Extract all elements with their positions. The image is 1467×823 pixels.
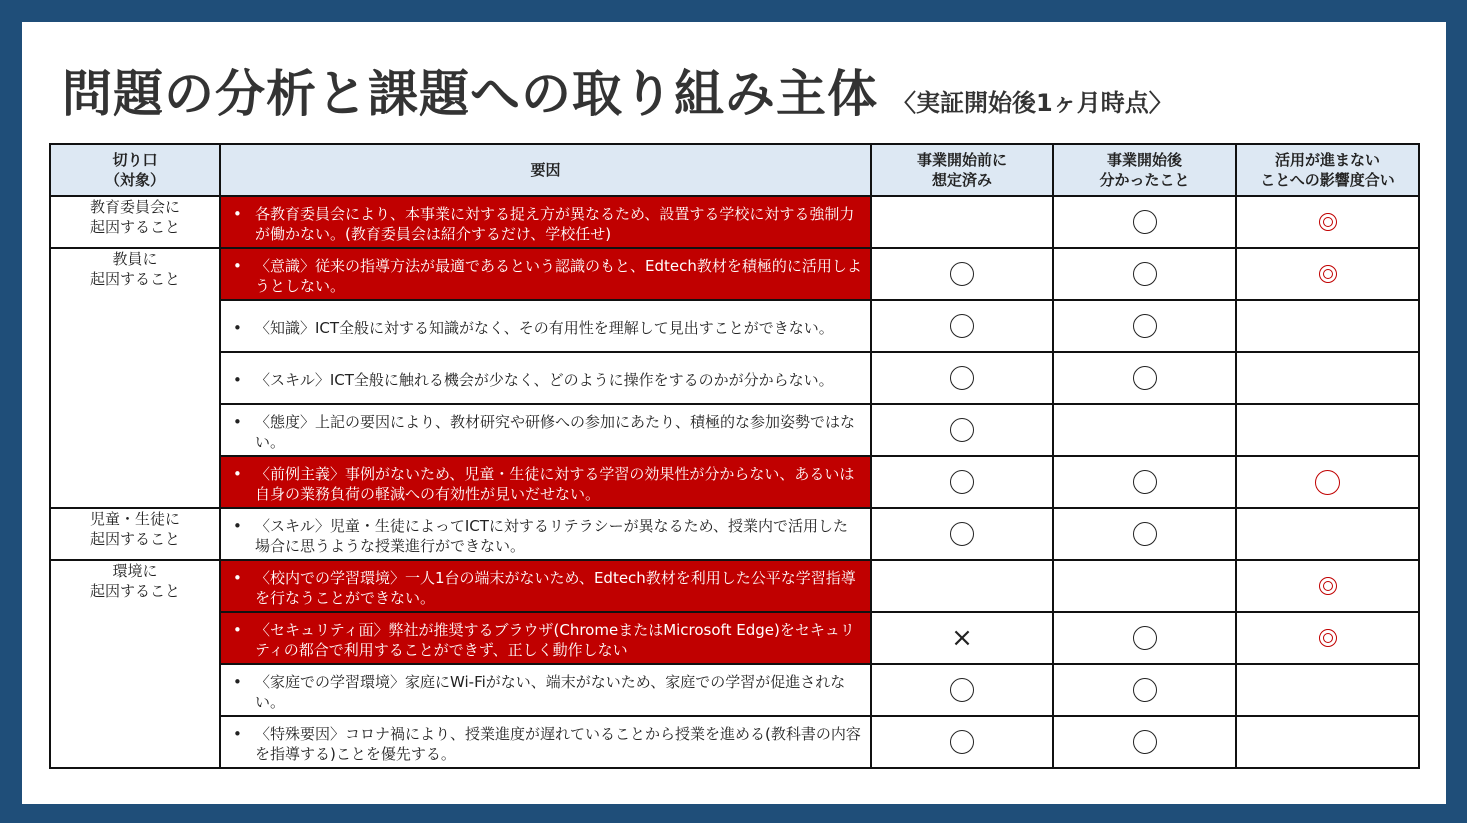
mark-cell-c3 [1236, 300, 1419, 352]
circle-mark-icon [1133, 678, 1157, 702]
mark-cell-c2 [1053, 560, 1236, 612]
mark-cell-c3 [1236, 560, 1419, 612]
slide [22, 22, 1446, 804]
subject-label: 起因すること [89, 270, 180, 288]
table-row [50, 352, 1419, 404]
factor-cell [220, 560, 871, 612]
circle-mark-icon [950, 522, 974, 546]
circle-mark-icon [1133, 470, 1157, 494]
table-row [50, 716, 1419, 768]
table-row [50, 664, 1419, 716]
bullet-icon: • [233, 516, 242, 535]
mark-cell-c3 [1236, 248, 1419, 300]
title-row [62, 54, 1173, 126]
mark-cell-c1 [871, 404, 1053, 456]
mark-cell-c1 [871, 300, 1053, 352]
mark-cell-c2 [1053, 716, 1236, 768]
factor-cell [220, 612, 871, 664]
page-subtitle: 〈実証開始後1ヶ月時点〉 [892, 89, 1173, 117]
mark-cell-c3 [1236, 508, 1419, 560]
circle-mark-icon [950, 470, 974, 494]
bullet-icon: • [233, 724, 242, 743]
factor-cell [220, 404, 871, 456]
bullet-icon: • [233, 204, 242, 223]
factor-text: 各教育委員会により、本事業に対する捉え方が異なるため、設置する学校に対する強制力が働かない。(教育委員会は紹介するだけ、学校任せ) [255, 204, 855, 243]
mark-cell-c3 [1236, 664, 1419, 716]
factor-text: 〈家庭での学習環境〉家庭にWi-Fiがない、端末がないため、家庭での学習が促進されない。 [255, 672, 846, 711]
double-circle-icon [1319, 629, 1337, 647]
table-row [50, 560, 1419, 612]
bullet-icon: • [233, 464, 242, 483]
subject-cell [50, 196, 220, 248]
table-row [50, 196, 1419, 248]
mark-cell-c2 [1053, 196, 1236, 248]
header-assumed-before: 事業開始前に 想定済み [871, 144, 1053, 196]
mark-cell-c1 [871, 248, 1053, 300]
mark-cell-c1 [871, 612, 1053, 664]
mark-cell-c1 [871, 456, 1053, 508]
factor-cell [220, 664, 871, 716]
factor-cell [220, 508, 871, 560]
mark-cell-c1 [871, 664, 1053, 716]
mark-cell-c2 [1053, 404, 1236, 456]
mark-cell-c1 [871, 716, 1053, 768]
subject-cell [50, 508, 220, 560]
mark-cell-c2 [1053, 664, 1236, 716]
double-circle-icon [1319, 265, 1337, 283]
factor-text: 〈態度〉上記の要因により、教材研究や研修への参加にあたり、積極的な参加姿勢ではない。 [255, 412, 856, 451]
factor-cell [220, 300, 871, 352]
factor-text: 〈セキュリティ面〉弊社が推奨するブラウザ(ChromeまたはMicrosoft Edge)をセキュリティの都合で利用することができず、正しく動作しない [255, 620, 855, 659]
red-circle-mark-icon [1315, 470, 1340, 495]
circle-mark-icon [1133, 314, 1157, 338]
subject-label: 教育委員会に [89, 198, 180, 216]
circle-mark-icon [950, 418, 974, 442]
mark-cell-c3 [1236, 352, 1419, 404]
circle-mark-icon [950, 730, 974, 754]
mark-cell-c3 [1236, 456, 1419, 508]
mark-cell-c3 [1236, 196, 1419, 248]
bullet-icon: • [233, 370, 242, 389]
factor-cell [220, 248, 871, 300]
bullet-icon: • [233, 412, 242, 431]
bullet-icon: • [233, 568, 242, 587]
factor-text: 〈スキル〉ICT全般に触れる機会が少なく、どのように操作をするのかが分からない。 [255, 370, 834, 389]
mark-cell-c1 [871, 560, 1053, 612]
mark-cell-c3 [1236, 612, 1419, 664]
mark-cell-c2 [1053, 456, 1236, 508]
subject-label: 起因すること [89, 218, 180, 236]
table-row [50, 404, 1419, 456]
mark-cell-c3 [1236, 716, 1419, 768]
factor-cell [220, 196, 871, 248]
bullet-icon: • [233, 318, 242, 337]
circle-mark-icon [950, 314, 974, 338]
factor-text: 〈知識〉ICT全般に対する知識がなく、その有用性を理解して見出すことができない。 [255, 318, 834, 337]
header-subject: 切り口 （対象） [50, 144, 220, 196]
circle-mark-icon [1133, 626, 1157, 650]
table-row [50, 300, 1419, 352]
table-row [50, 248, 1419, 300]
mark-cell-c2 [1053, 612, 1236, 664]
factor-text: 〈特殊要因〉コロナ禍により、授業進度が遅れていることから授業を進める(教科書の内容を指導する)ことを優先する。 [255, 724, 861, 763]
circle-mark-icon [1133, 522, 1157, 546]
circle-mark-icon [1133, 210, 1157, 234]
factor-cell [220, 456, 871, 508]
mark-cell-c3 [1236, 404, 1419, 456]
circle-mark-icon [1133, 366, 1157, 390]
subject-label: 児童・生徒に [89, 510, 180, 528]
header-impact: 活用が進まない ことへの影響度合い [1236, 144, 1419, 196]
analysis-table [49, 143, 1420, 769]
mark-cell-c1 [871, 196, 1053, 248]
circle-mark-icon [950, 262, 974, 286]
subject-cell [50, 560, 220, 768]
factor-cell [220, 716, 871, 768]
bullet-icon: • [233, 620, 242, 639]
mark-cell-c2 [1053, 300, 1236, 352]
bullet-icon: • [233, 672, 242, 691]
factor-text: 〈スキル〉児童・生徒によってICTに対するリテラシーが異なるため、授業内で活用した場合に思うような授業進行ができない。 [255, 516, 849, 555]
subject-label: 起因すること [89, 582, 180, 600]
circle-mark-icon [950, 366, 974, 390]
header-factor: 要因 [220, 144, 871, 196]
table-row [50, 456, 1419, 508]
mark-cell-c1 [871, 508, 1053, 560]
double-circle-icon [1319, 213, 1337, 231]
mark-cell-c2 [1053, 508, 1236, 560]
circle-mark-icon [950, 678, 974, 702]
table-body [50, 196, 1419, 768]
double-circle-icon [1319, 577, 1337, 595]
subject-label: 起因すること [89, 530, 180, 548]
subject-label: 教員に [112, 250, 158, 268]
mark-cell-c2 [1053, 352, 1236, 404]
bullet-icon: • [233, 256, 242, 275]
factor-text: 〈校内での学習環境〉一人1台の端末がないため、Edtech教材を利用した公平な学習指導を行なうことができない。 [255, 568, 856, 607]
header-found-after: 事業開始後 分かったこと [1053, 144, 1236, 196]
mark-cell-c2 [1053, 248, 1236, 300]
page-title: 問題の分析と課題への取り組み主体 [62, 65, 878, 123]
subject-label: 環境に [112, 562, 158, 580]
cross-mark-icon: × [951, 623, 973, 653]
circle-mark-icon [1133, 262, 1157, 286]
mark-cell-c1 [871, 352, 1053, 404]
factor-text: 〈前例主義〉事例がないため、児童・生徒に対する学習の効果性が分からない、あるいは自身の業務負荷の軽減への有効性が見いだせない。 [255, 464, 855, 503]
table-row [50, 508, 1419, 560]
header-row [50, 144, 1419, 196]
subject-cell [50, 248, 220, 508]
factor-cell [220, 352, 871, 404]
circle-mark-icon [1133, 730, 1157, 754]
factor-text: 〈意識〉従来の指導方法が最適であるという認識のもと、Edtech教材を積極的に活用しようとしない。 [255, 256, 862, 295]
table-row [50, 612, 1419, 664]
